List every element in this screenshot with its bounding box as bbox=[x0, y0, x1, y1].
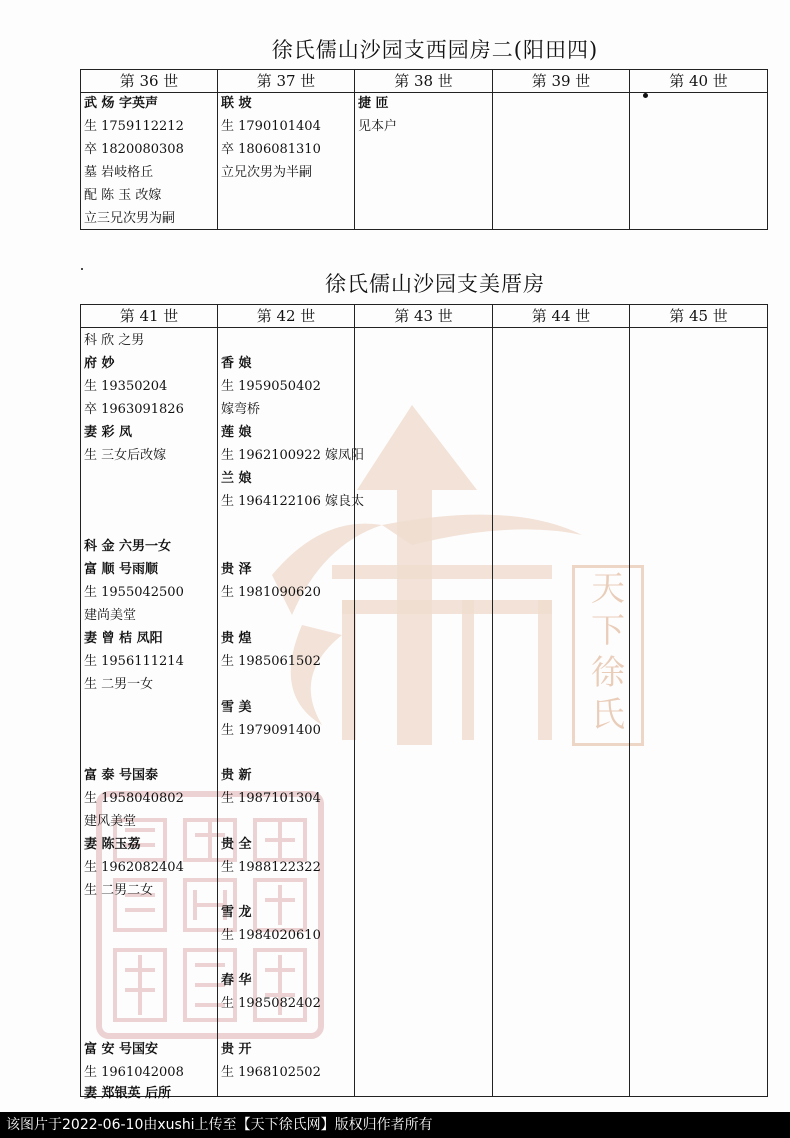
entry-line: 卒 1806081310 bbox=[221, 142, 321, 157]
person-entry: 捷 匝 bbox=[358, 96, 389, 111]
entry-line: 建尚美堂 bbox=[84, 608, 137, 623]
person-entry: 贵 泽 bbox=[221, 562, 252, 577]
entry-line: 立三兄次男为嗣 bbox=[84, 211, 176, 226]
person-entry: 贵 开 bbox=[221, 1042, 252, 1057]
entry-line: 生 1968102502 bbox=[221, 1065, 321, 1080]
entry-line: 生 三女后改嫁 bbox=[84, 448, 167, 463]
entry-line: 生 1985082402 bbox=[221, 996, 321, 1011]
person-entry: 联 坡 bbox=[221, 96, 252, 111]
person-entry: 富 顺 号雨顺 bbox=[84, 562, 159, 577]
gen45-cell bbox=[630, 328, 768, 1097]
entry-line: 配 陈 玉 改嫁 bbox=[84, 188, 162, 203]
entry-line: 生 1956111214 bbox=[84, 654, 184, 669]
entry-line: 科 欣 之男 bbox=[84, 333, 145, 348]
entry-line: 建风美堂 bbox=[84, 814, 137, 829]
person-entry: 贵 煌 bbox=[221, 631, 252, 646]
header-gen-37: 第 37 世 bbox=[218, 70, 355, 93]
gen38-cell bbox=[355, 93, 492, 229]
copyright-footer: 该图片于2022-06-10由xushi上传至【天下徐氏网】版权归作者所有 bbox=[0, 1112, 790, 1138]
entry-line: 卒 1963091826 bbox=[84, 402, 184, 417]
header-gen-44: 第 44 世 bbox=[493, 305, 630, 328]
entry-line: 生 1987101304 bbox=[221, 791, 321, 806]
section1-table bbox=[80, 69, 768, 230]
entry-line: 生 1988122322 bbox=[221, 860, 321, 875]
section2-table bbox=[80, 304, 768, 1101]
gen44-cell bbox=[493, 328, 630, 1097]
section1-title: 徐氏儒山沙园支西园房二(阳田四) bbox=[271, 38, 599, 62]
entry-line: 生 1959050402 bbox=[221, 379, 321, 394]
entry-line: 生 1790101404 bbox=[221, 119, 321, 134]
person-entry: 雪 美 bbox=[221, 700, 252, 715]
entry-line: 生 1962082404 bbox=[84, 860, 184, 875]
person-entry: 贵 全 bbox=[221, 837, 252, 852]
person-entry: 富 安 号国安 bbox=[84, 1042, 159, 1057]
entry-line: 立兄次男为半嗣 bbox=[221, 165, 313, 180]
person-entry: 府 妙 bbox=[84, 356, 115, 371]
entry-line: 生 1759112212 bbox=[84, 119, 184, 134]
entry-line: 卒 1820080308 bbox=[84, 142, 184, 157]
gen39-cell bbox=[493, 93, 630, 230]
person-entry: 雪 龙 bbox=[221, 905, 252, 920]
header-gen-42: 第 42 世 bbox=[218, 305, 355, 328]
gen41-cell bbox=[81, 328, 217, 1101]
entry-line: 生 1958040802 bbox=[84, 791, 184, 806]
entry-line: 生 1979091400 bbox=[221, 723, 321, 738]
gen40-cell bbox=[630, 93, 768, 230]
header-gen-39: 第 39 世 bbox=[493, 70, 630, 93]
person-entry: 科 金 六男一女 bbox=[84, 539, 172, 554]
person-entry: 武 炀 字英声 bbox=[84, 96, 159, 111]
entry-line: 生 二男二女 bbox=[84, 883, 154, 898]
entry-line: 生 1962100922 嫁凤阳 bbox=[221, 448, 364, 463]
header-gen-43: 第 43 世 bbox=[355, 305, 493, 328]
person-entry: 兰 娘 bbox=[221, 471, 252, 486]
gen42-cell bbox=[218, 328, 364, 1096]
watermark-box-line1: 天下 bbox=[591, 569, 625, 651]
entry-line: 生 1985061502 bbox=[221, 654, 321, 669]
gen43-cell bbox=[355, 328, 493, 1097]
entry-line: 生 1981090620 bbox=[221, 585, 321, 600]
person-entry: 莲 娘 bbox=[221, 425, 252, 440]
person-entry: 贵 新 bbox=[221, 768, 252, 783]
person-entry: 妻 陈玉荔 bbox=[84, 837, 141, 852]
entry-line: 生 1961042008 bbox=[84, 1065, 184, 1080]
gen36-cell bbox=[81, 93, 217, 229]
entry-line: 生 19350204 bbox=[84, 379, 168, 394]
person-entry: 春 华 bbox=[221, 973, 252, 988]
watermark-box-line2: 徐氏 bbox=[591, 653, 625, 735]
section2-title: 徐氏儒山沙园支美厝房 bbox=[325, 272, 545, 296]
header-gen-40: 第 40 世 bbox=[630, 70, 768, 93]
header-gen-45: 第 45 世 bbox=[630, 305, 768, 328]
header-gen-41: 第 41 世 bbox=[81, 305, 218, 328]
person-entry: 妻 曾 桔 凤阳 bbox=[84, 631, 163, 646]
entry-line: 生 二男一女 bbox=[84, 677, 154, 692]
entry-line: 生 1955042500 bbox=[84, 585, 184, 600]
gen37-cell bbox=[218, 93, 354, 229]
person-entry: 香 娘 bbox=[221, 356, 252, 371]
header-gen-38: 第 38 世 bbox=[355, 70, 493, 93]
header-gen-36: 第 36 世 bbox=[81, 70, 218, 93]
entry-line: 生 1984020610 bbox=[221, 928, 321, 943]
person-entry: 富 泰 号国泰 bbox=[84, 768, 159, 783]
entry-line: 嫁弯桥 bbox=[221, 402, 261, 417]
entry-line: 墓 岩岐格丘 bbox=[84, 165, 154, 180]
entry-line: 见本户 bbox=[358, 119, 398, 134]
entry-line: 生 1964122106 嫁良太 bbox=[221, 494, 364, 509]
person-entry: 妻 郑银英 后所 bbox=[84, 1086, 172, 1101]
person-entry: 妻 彩 凤 bbox=[84, 425, 133, 440]
